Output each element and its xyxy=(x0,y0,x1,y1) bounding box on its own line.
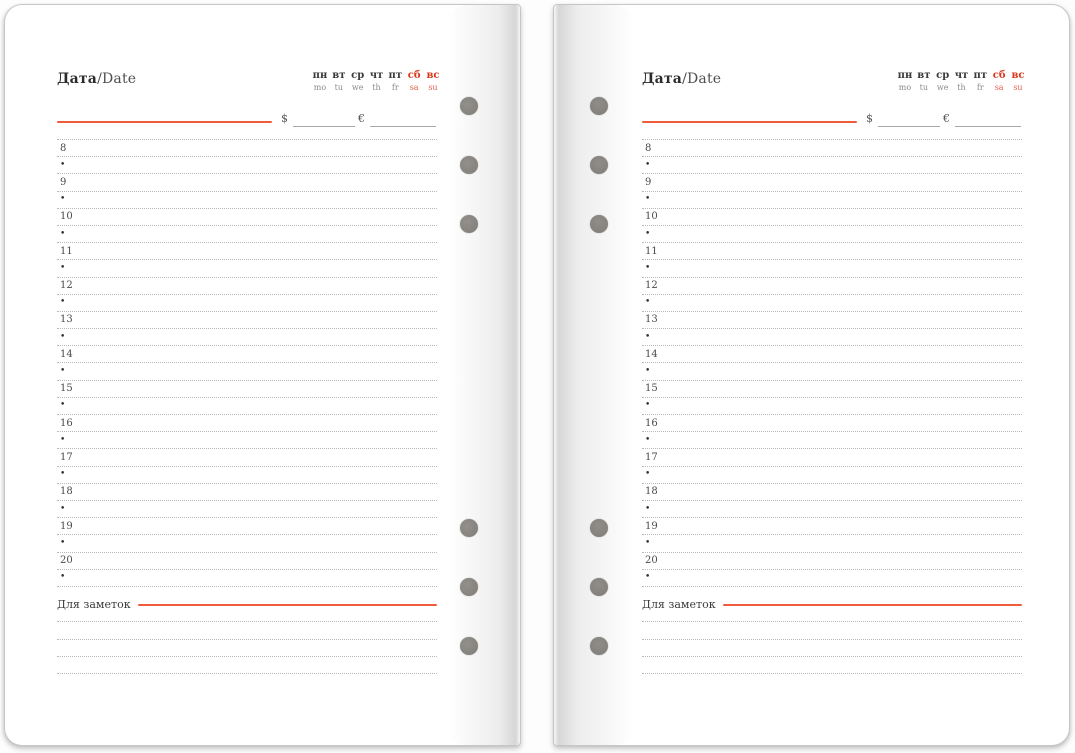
bullet-row xyxy=(57,295,437,312)
bullet-dot: • xyxy=(645,297,651,308)
hour-label: 13 xyxy=(60,314,73,326)
hour-label: 12 xyxy=(645,280,658,292)
bullet-dot: • xyxy=(60,159,66,170)
weekday-ru-mo: пн xyxy=(312,70,328,81)
hour-row xyxy=(57,278,437,295)
hour-label: 18 xyxy=(60,486,73,498)
hour-row xyxy=(57,243,437,260)
hour-row xyxy=(642,278,1022,295)
bullet-row xyxy=(642,535,1022,552)
weekday-en-we: we xyxy=(351,83,364,92)
weekday-ru-mo: пн xyxy=(897,70,913,81)
bullet-row xyxy=(57,329,437,346)
notes-lines xyxy=(57,605,437,674)
bullet-dot: • xyxy=(645,262,651,273)
hour-label: 14 xyxy=(645,348,658,360)
date-fill-line xyxy=(642,121,857,123)
date-label xyxy=(642,71,721,87)
date-label-ru: Дата xyxy=(642,71,683,87)
weekday-en-tu: tu xyxy=(919,83,929,92)
weekday-ru-sa: сб xyxy=(992,70,1006,81)
hour-row xyxy=(57,381,437,398)
weekday-en-sa: sa xyxy=(994,83,1004,92)
hour-row xyxy=(57,346,437,363)
bullet-dot: • xyxy=(645,469,651,480)
bullet-dot: • xyxy=(60,400,66,411)
weekday-ru-we: ср xyxy=(351,70,365,81)
bullet-dot: • xyxy=(645,537,651,548)
weekday-en-th: th xyxy=(372,83,381,92)
binder-hole xyxy=(460,156,478,174)
bullet-row xyxy=(57,467,437,484)
hour-row xyxy=(57,174,437,191)
hour-label: 8 xyxy=(60,142,67,154)
bullet-dot: • xyxy=(645,331,651,342)
binder-holes-top xyxy=(590,97,608,233)
hour-row xyxy=(642,381,1022,398)
bullet-dot: • xyxy=(645,400,651,411)
bullet-dot: • xyxy=(60,228,66,239)
hour-row xyxy=(57,553,437,570)
hour-label: 10 xyxy=(645,211,658,223)
weekday-ru-sa: сб xyxy=(407,70,421,81)
hour-label: 8 xyxy=(645,142,652,154)
hour-label: 17 xyxy=(645,451,658,463)
hour-row xyxy=(57,209,437,226)
bullet-dot: • xyxy=(60,262,66,273)
bullet-dot: • xyxy=(60,469,66,480)
date-label xyxy=(57,71,136,87)
hour-row xyxy=(642,553,1022,570)
bullet-dot: • xyxy=(645,228,651,239)
binder-hole xyxy=(460,519,478,537)
notes-line xyxy=(642,657,1022,674)
binder-hole xyxy=(460,97,478,115)
date-fill-line xyxy=(57,121,272,123)
hourly-grid xyxy=(57,139,437,587)
hour-label: 18 xyxy=(645,486,658,498)
binder-hole xyxy=(590,578,608,596)
hour-row xyxy=(642,243,1022,260)
bullet-row xyxy=(642,398,1022,415)
bullet-dot: • xyxy=(645,503,651,514)
weekday-ru-th: чт xyxy=(369,70,384,81)
binder-holes-top xyxy=(460,97,478,233)
bullet-dot: • xyxy=(60,537,66,548)
hour-label: 17 xyxy=(60,451,73,463)
bullet-dot: • xyxy=(645,572,651,583)
hour-label: 15 xyxy=(60,383,73,395)
weekday-en-sa: sa xyxy=(409,83,419,92)
weekday-row-ru xyxy=(896,70,1027,81)
hour-row xyxy=(642,312,1022,329)
hour-label: 20 xyxy=(645,555,658,567)
weekday-en-tu: tu xyxy=(334,83,344,92)
weekday-ru-th: чт xyxy=(954,70,969,81)
binder-hole xyxy=(590,637,608,655)
bullet-row xyxy=(57,535,437,552)
bullet-row xyxy=(642,295,1022,312)
page-content xyxy=(642,5,1025,745)
planner-page-left xyxy=(4,4,521,746)
bullet-row xyxy=(642,226,1022,243)
date-label-ru: Дата xyxy=(57,71,98,87)
bullet-dot: • xyxy=(60,297,66,308)
hour-row xyxy=(57,484,437,501)
hour-row xyxy=(57,518,437,535)
weekday-en-mo: mo xyxy=(313,83,327,92)
bullet-row xyxy=(57,192,437,209)
weekday-row-ru xyxy=(311,70,442,81)
notes-line xyxy=(57,640,437,657)
weekday-ru-su: вс xyxy=(426,70,440,81)
hour-row xyxy=(642,484,1022,501)
hour-row xyxy=(57,140,437,157)
binder-hole xyxy=(460,215,478,233)
bullet-row xyxy=(57,226,437,243)
date-label-en: /Date xyxy=(682,71,722,87)
hour-row xyxy=(642,174,1022,191)
hour-row xyxy=(642,209,1022,226)
weekday-header xyxy=(311,70,442,93)
bullet-row xyxy=(57,260,437,277)
notes-line xyxy=(642,622,1022,639)
hour-label: 14 xyxy=(60,348,73,360)
hour-label: 9 xyxy=(60,176,67,188)
notes-label: Для заметок xyxy=(642,598,716,611)
page-content xyxy=(57,5,440,745)
hourly-grid xyxy=(642,139,1022,587)
binder-holes-bottom xyxy=(460,519,478,655)
binder-hole xyxy=(590,156,608,174)
bullet-dot: • xyxy=(60,434,66,445)
bullet-row xyxy=(642,467,1022,484)
bullet-row xyxy=(57,570,437,587)
notes-line xyxy=(642,640,1022,657)
bullet-row xyxy=(642,570,1022,587)
weekday-en-th: th xyxy=(957,83,966,92)
notes-line xyxy=(642,605,1022,622)
hour-label: 16 xyxy=(60,417,73,429)
bullet-row xyxy=(57,398,437,415)
weekday-row-en xyxy=(896,81,1027,93)
dollar-fill-line xyxy=(293,126,355,127)
hour-row xyxy=(642,449,1022,466)
hour-label: 13 xyxy=(645,314,658,326)
notes-lines xyxy=(642,605,1022,674)
bullet-dot: • xyxy=(645,159,651,170)
dollar-fill-line xyxy=(878,126,940,127)
weekday-ru-fr: пт xyxy=(388,70,403,81)
binder-hole xyxy=(590,215,608,233)
bullet-row xyxy=(57,157,437,174)
weekday-en-su: su xyxy=(428,83,438,92)
bullet-dot: • xyxy=(645,366,651,377)
hour-label: 12 xyxy=(60,280,73,292)
bullet-row xyxy=(57,432,437,449)
weekday-header xyxy=(896,70,1027,93)
binder-hole xyxy=(460,578,478,596)
weekday-en-mo: mo xyxy=(898,83,912,92)
euro-fill-line xyxy=(955,126,1021,127)
hour-row xyxy=(642,415,1022,432)
bullet-row xyxy=(642,432,1022,449)
bullet-row xyxy=(642,260,1022,277)
bullet-row xyxy=(57,501,437,518)
euro-fill-line xyxy=(370,126,436,127)
weekday-ru-tu: вт xyxy=(917,70,931,81)
hour-row xyxy=(642,518,1022,535)
hour-label: 11 xyxy=(645,245,658,257)
bullet-row xyxy=(642,363,1022,380)
bullet-dot: • xyxy=(60,194,66,205)
bullet-dot: • xyxy=(645,194,651,205)
hour-row xyxy=(642,346,1022,363)
weekday-en-su: su xyxy=(1013,83,1023,92)
bullet-row xyxy=(57,363,437,380)
bullet-dot: • xyxy=(60,331,66,342)
hour-row xyxy=(57,449,437,466)
hour-row xyxy=(642,140,1022,157)
bullet-row xyxy=(642,329,1022,346)
weekday-en-fr: fr xyxy=(391,83,399,92)
weekday-ru-we: ср xyxy=(936,70,950,81)
euro-symbol: € xyxy=(358,112,365,125)
bullet-row xyxy=(642,157,1022,174)
bullet-dot: • xyxy=(60,503,66,514)
hour-row xyxy=(57,415,437,432)
weekday-row-en xyxy=(311,81,442,93)
weekday-ru-tu: вт xyxy=(332,70,346,81)
hour-label: 9 xyxy=(645,176,652,188)
notes-label: Для заметок xyxy=(57,598,131,611)
dollar-symbol: $ xyxy=(281,112,288,125)
weekday-en-fr: fr xyxy=(976,83,984,92)
hour-label: 19 xyxy=(645,520,658,532)
notes-line xyxy=(57,622,437,639)
bullet-dot: • xyxy=(60,366,66,377)
binder-hole xyxy=(590,97,608,115)
weekday-ru-su: вс xyxy=(1011,70,1025,81)
binder-hole xyxy=(590,519,608,537)
bullet-row xyxy=(642,192,1022,209)
hour-label: 10 xyxy=(60,211,73,223)
hour-label: 20 xyxy=(60,555,73,567)
bullet-row xyxy=(642,501,1022,518)
hour-label: 16 xyxy=(645,417,658,429)
hour-label: 15 xyxy=(645,383,658,395)
euro-symbol: € xyxy=(943,112,950,125)
bullet-dot: • xyxy=(645,434,651,445)
binder-hole xyxy=(460,637,478,655)
dollar-symbol: $ xyxy=(866,112,873,125)
bullet-dot: • xyxy=(60,572,66,583)
notes-line xyxy=(57,657,437,674)
weekday-en-we: we xyxy=(936,83,949,92)
notes-line xyxy=(57,605,437,622)
weekday-ru-fr: пт xyxy=(973,70,988,81)
hour-row xyxy=(57,312,437,329)
hour-label: 19 xyxy=(60,520,73,532)
hour-label: 11 xyxy=(60,245,73,257)
date-label-en: /Date xyxy=(97,71,137,87)
binder-holes-bottom xyxy=(590,519,608,655)
planner-page-right xyxy=(553,4,1070,746)
